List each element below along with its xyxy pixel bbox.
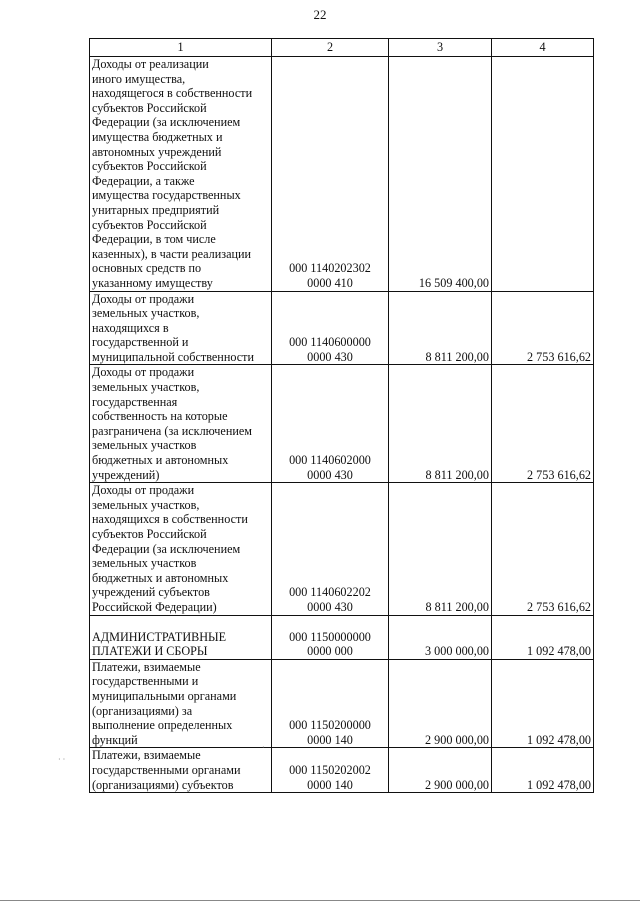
row-plan-amount-text: 8 811 200,00 [425, 349, 489, 364]
row-code-text: 000 1140202302 0000 410 [289, 261, 371, 290]
revenue-table [89, 38, 594, 793]
row-name-text: Платежи, взимаемые государственными и муниципальными органами (организациями) за выполнение определенных функций [92, 659, 237, 747]
table-header-row [90, 39, 594, 57]
row-code-text: 000 1140600000 0000 430 [289, 335, 371, 364]
row-plan-amount-text: 8 811 200,00 [425, 467, 489, 482]
row-name-text: Доходы от продажи земельных участков, находящихся в собственности субъектов Российской Федерации (за исключением земельных участков бюджетных и автономных учреждений субъектов Российской Федерации) [92, 483, 248, 614]
row-code-cell [272, 57, 389, 292]
row-plan-amount-text: 2 900 000,00 [425, 732, 489, 747]
row-executed-amount-text: 1 092 478,00 [527, 732, 591, 747]
table-row [90, 365, 594, 483]
row-code-text: 000 1150200000 0000 140 [289, 718, 371, 747]
row-plan-amount-text: 16 509 400,00 [418, 275, 489, 290]
scan-artifact: · · [58, 755, 66, 764]
row-executed-amount-cell [492, 57, 594, 292]
row-name-cell [90, 615, 272, 659]
row-executed-amount-text: 1 092 478,00 [527, 644, 591, 659]
table-row [90, 615, 594, 659]
row-executed-amount-text: 1 092 478,00 [527, 777, 591, 792]
scan-artifact: · [262, 743, 265, 752]
row-name-cell [90, 748, 272, 793]
row-name-text: Платежи, взимаемые государственными органами (организациями) субъектов [92, 748, 241, 792]
row-plan-amount-cell [389, 483, 492, 615]
row-name-cell [90, 291, 272, 365]
row-plan-amount-text: 2 900 000,00 [425, 777, 489, 792]
row-plan-amount-cell [389, 748, 492, 793]
row-name-cell [90, 57, 272, 292]
cell-spacer [92, 616, 269, 630]
row-executed-amount-text: 2 753 616,62 [527, 467, 591, 482]
row-executed-amount-cell [492, 483, 594, 615]
table-row [90, 659, 594, 748]
row-plan-amount-text: 8 811 200,00 [425, 599, 489, 614]
row-executed-amount-text: 2 753 616,62 [527, 349, 591, 364]
row-plan-amount-cell [389, 365, 492, 483]
table-row [90, 291, 594, 365]
row-code-cell [272, 483, 389, 615]
row-executed-amount-text: 2 753 616,62 [527, 599, 591, 614]
column-header-2: 2 [272, 39, 389, 57]
row-code-cell [272, 748, 389, 793]
row-code-cell [272, 291, 389, 365]
column-header-3: 3 [389, 39, 492, 57]
row-name-text: АДМИНИСТРАТИВНЫЕ ПЛАТЕЖИ И СБОРЫ [92, 629, 227, 659]
row-code-text: 000 1140602000 0000 430 [289, 453, 371, 482]
row-executed-amount-cell [492, 615, 594, 659]
row-name-text: Доходы от реализации иного имущества, находящегося в собственности субъектов Российской Федерации (за исключением имущества бюджетных и автономных учреждений субъектов Российской Федерации, а также имущества государственных унитарных предприятий субъектов Российской Федерации, в том числе казенных), в части реализации основных средств по указанному имуществу [92, 57, 253, 290]
row-executed-amount-cell [492, 365, 594, 483]
table-row [90, 748, 594, 793]
scan-edge-line [0, 900, 640, 901]
row-name-cell [90, 483, 272, 615]
row-code-text: 000 1150202002 0000 140 [289, 762, 371, 792]
row-code-cell [272, 365, 389, 483]
row-code-text: 000 1140602202 0000 430 [289, 585, 371, 614]
row-plan-amount-cell [389, 615, 492, 659]
row-name-cell [90, 365, 272, 483]
row-code-text: 000 1150000000 0000 000 [289, 629, 371, 659]
row-plan-amount-cell [389, 57, 492, 292]
row-executed-amount-cell [492, 291, 594, 365]
table-row [90, 483, 594, 615]
table-row [90, 57, 594, 292]
row-code-cell [272, 615, 389, 659]
row-executed-amount-cell [492, 748, 594, 793]
row-name-text: Доходы от продажи земельных участков, находящихся в государственной и муниципальной собственности [92, 291, 254, 364]
page-number: 22 [313, 7, 327, 22]
row-executed-amount-cell [492, 659, 594, 748]
row-plan-amount-cell [389, 659, 492, 748]
column-header-4: 4 [492, 39, 594, 57]
row-plan-amount-cell [389, 291, 492, 365]
row-name-cell [90, 659, 272, 748]
row-name-text: Доходы от продажи земельных участков, государственная собственность на которые разграничена (за исключением земельных участков бюджетных и автономных учреждений) [92, 365, 252, 482]
row-code-cell [272, 659, 389, 748]
column-header-1: 1 [90, 39, 272, 57]
row-plan-amount-text: 3 000 000,00 [425, 644, 489, 659]
